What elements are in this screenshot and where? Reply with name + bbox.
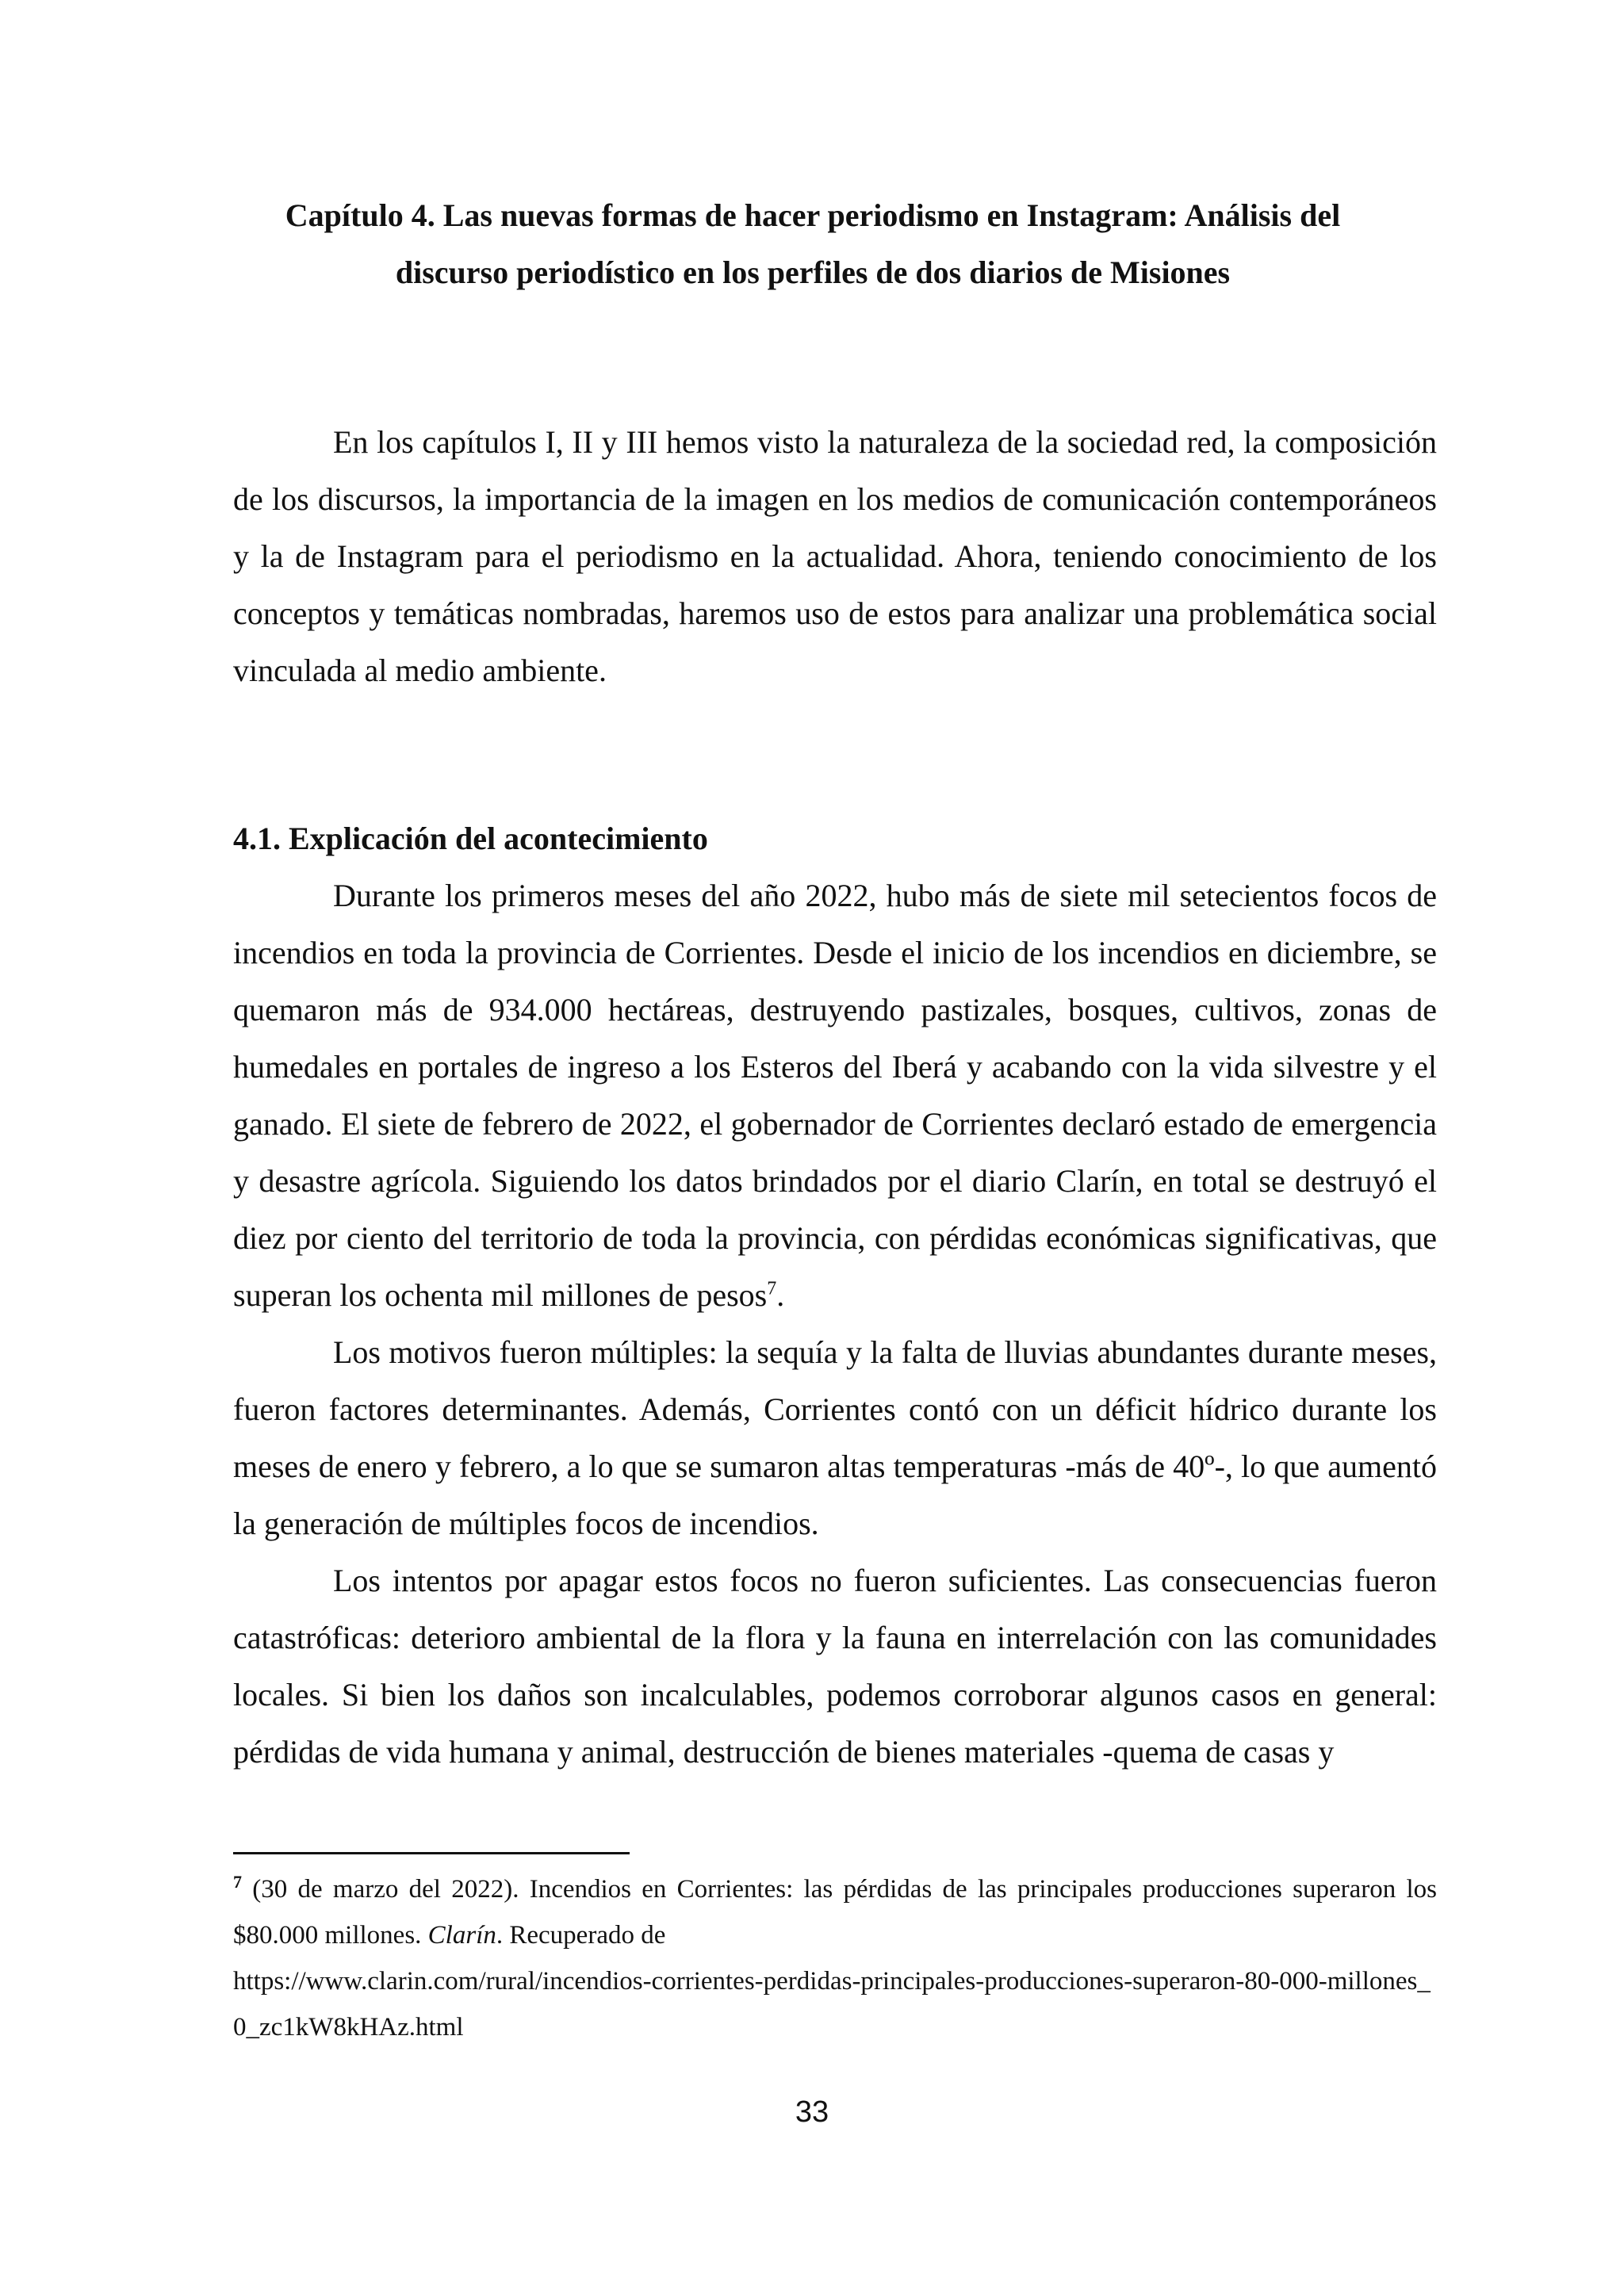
intro-paragraph: En los capítulos I, II y III hemos visto la naturaleza de la sociedad red, la composición de los discursos, la importancia de la imagen en los medios de comunicación contemporáneos y la de Instagram para el periodismo en la actualidad. Ahora, teniendo conocimiento de los conceptos y temáticas nombradas, haremos uso de estos para analizar una problemática social vinculada al medio ambiente. (233, 424, 1437, 688)
section-heading: 4.1. Explicación del acontecimiento (233, 821, 708, 856)
page-number: 33 (795, 2095, 829, 2129)
chapter-title-line-2: discurso periodístico en los perfiles de dos diarios de Misiones (395, 254, 1231, 290)
chapter-title-line-1: Capítulo 4. Las nuevas formas de hacer periodismo en Instagram: Análisis del (285, 197, 1341, 233)
footnote-text: (30 de marzo del 2022). Incendios en Corrientes: las pérdidas de las principales producciones superaron los $80.000 millones. (233, 1875, 1437, 1950)
footnote-number: 7 (233, 1872, 242, 1892)
section-paragraph-2: Los motivos fueron múltiples: la sequía y la falta de lluvias abundantes durante meses, fueron factores determinantes. Además, Corrientes contó con un déficit hídrico durante los meses de enero y febrero, a lo que se sumaron altas temperaturas -más de 40º-, lo que aumentó la generación de múltiples focos de incendios. (233, 1334, 1437, 1541)
section-paragraph-1-end: . (776, 1277, 785, 1313)
section-paragraph-3: Los intentos por apagar estos focos no fueron suficientes. Las consecuencias fueron catastróficas: deterioro ambiental de la flora y la fauna en interrelación con las comunidades locales. Si bien los daños son incalculables, podemos corroborar algunos casos en general: pérdidas de vida humana y animal, destrucción de bienes materiales -quema de casas y (233, 1563, 1437, 1770)
chapter-title (230, 187, 1396, 301)
section-paragraph-1 (233, 867, 1437, 1324)
footnote-reference[interactable]: 7 (767, 1278, 777, 1299)
footnote-source: Clarín (427, 1921, 496, 1950)
footnote (233, 1866, 1437, 2050)
footnote-retrieved: . Recuperado de (496, 1921, 666, 1950)
intro-block (233, 414, 1437, 699)
footnote-url[interactable]: https://www.clarin.com/rural/incendios-corrientes-perdidas-principales-producciones-superaron-80-000-millones_0_zc1kW8kHAz.html (233, 1967, 1431, 2042)
section-body (233, 867, 1437, 1781)
section-paragraph-1-text: Durante los primeros meses del año 2022, hubo más de siete mil setecientos focos de incendios en toda la provincia de Corrientes. Desde el inicio de los incendios en diciembre, se quemaron más de 934.000 hectáreas, destruyendo pastizales, bosques, cultivos, zonas de humedales en portales de ingreso a los Esteros del Iberá y acabando con la vida silvestre y el ganado. El siete de febrero de 2022, el gobernador de Corrientes declaró estado de emergencia y desastre agrícola. Siguiendo los datos brindados por el diario Clarín, en total se destruyó el diez por ciento del territorio de toda la provincia, con pérdidas económicas significativas, que superan los ochenta mil millones de pesos (233, 878, 1437, 1313)
footnote-divider (233, 1852, 630, 1854)
